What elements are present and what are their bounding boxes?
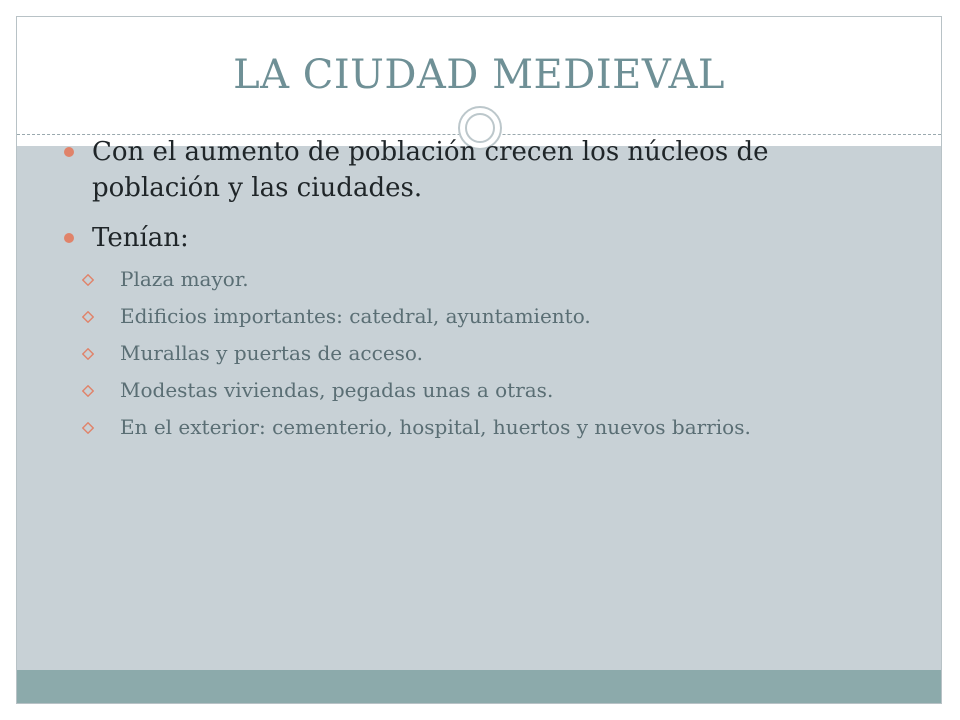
sub-bullet-list — [60, 266, 900, 441]
hollow-diamond-icon — [82, 385, 94, 397]
sub-bullet-item — [60, 303, 900, 330]
bullet-item — [60, 220, 900, 256]
filled-circle-icon — [64, 147, 74, 157]
hollow-diamond-icon — [82, 348, 94, 360]
sub-bullet-text: Modestas viviendas, pegadas unas a otras. — [120, 378, 554, 402]
bullet-item — [60, 134, 900, 206]
sub-bullet-text: Edificios importantes: catedral, ayuntamiento. — [120, 304, 591, 328]
sub-bullet-item — [60, 377, 900, 404]
sub-bullet-item — [60, 340, 900, 367]
slide-content — [60, 134, 900, 451]
sub-bullet-item — [60, 414, 900, 441]
hollow-diamond-icon — [82, 274, 94, 286]
sub-bullet-text: En el exterior: cementerio, hospital, huertos y nuevos barrios. — [120, 415, 751, 439]
filled-circle-icon — [64, 233, 74, 243]
slide-title: LA CIUDAD MEDIEVAL — [233, 52, 725, 98]
hollow-diamond-icon — [82, 422, 94, 434]
bullet-text: Tenían: — [92, 223, 189, 253]
hollow-diamond-icon — [82, 311, 94, 323]
bullet-text: Con el aumento de población crecen los núcleos de población y las ciudades. — [92, 137, 769, 203]
sub-bullet-item — [60, 266, 900, 293]
sub-bullet-text: Plaza mayor. — [120, 267, 249, 291]
sub-bullet-text: Murallas y puertas de acceso. — [120, 341, 423, 365]
